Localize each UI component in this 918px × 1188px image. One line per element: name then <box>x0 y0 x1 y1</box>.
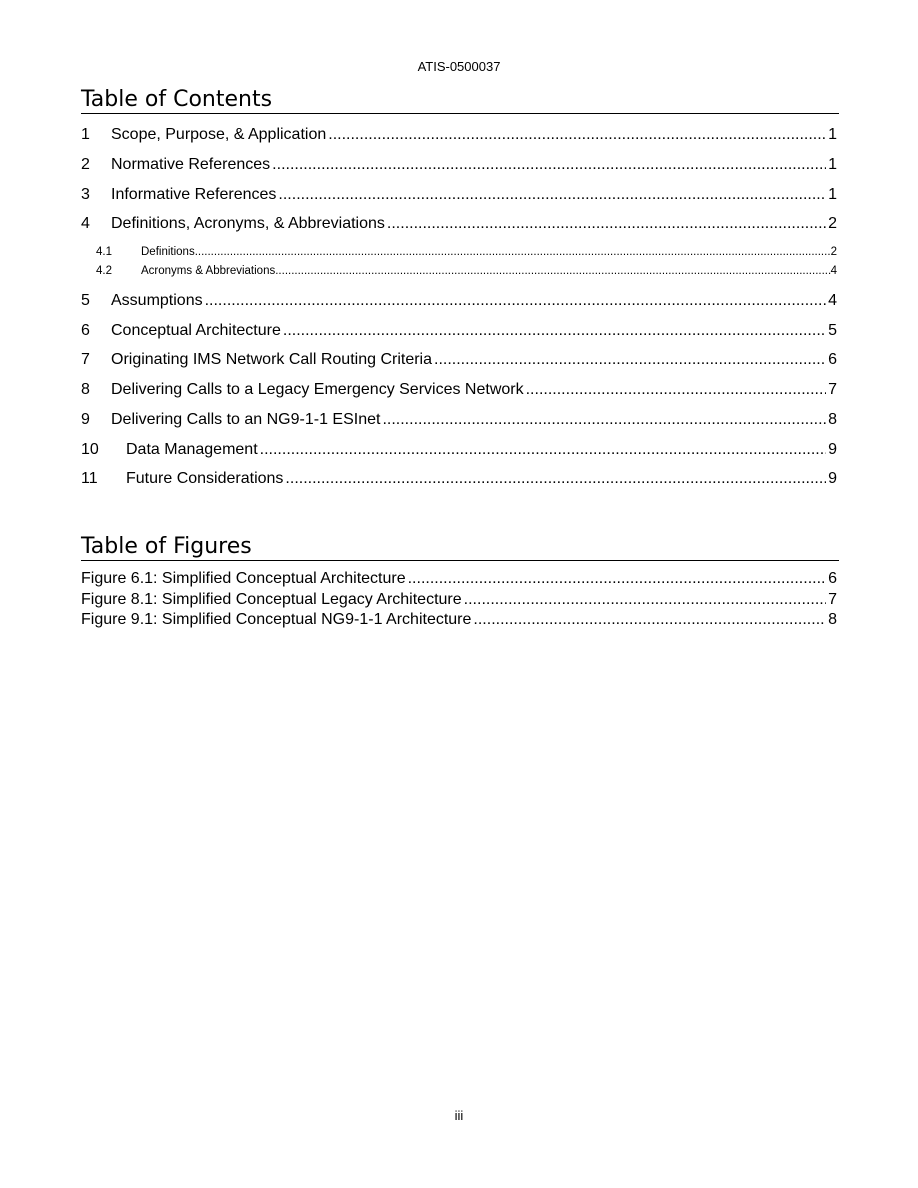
figure-entry[interactable] <box>81 569 837 589</box>
dot-leader <box>328 125 826 145</box>
toc-entry-title: Informative References <box>111 186 277 203</box>
toc-entry-number: 7 <box>81 351 90 368</box>
dot-leader <box>526 380 826 400</box>
toc-entry-number: 2 <box>81 156 90 173</box>
toc-entry-title: Definitions <box>141 246 195 258</box>
toc-subentry[interactable] <box>96 245 837 259</box>
toc-entry-page: 7 <box>828 381 837 398</box>
toc-entry-number: 3 <box>81 186 90 203</box>
toc-entry-number: 4.2 <box>96 265 112 277</box>
dot-leader <box>205 291 827 311</box>
toc-entry[interactable] <box>81 321 837 341</box>
tof-heading: Table of Figures <box>81 534 839 561</box>
toc-entry-number: 1 <box>81 126 90 143</box>
toc-entry-title: Delivering Calls to an NG9-1-1 ESInet <box>111 411 381 428</box>
toc-entry[interactable] <box>81 350 837 370</box>
toc-entry[interactable] <box>81 291 837 311</box>
toc-entry-number: 8 <box>81 381 90 398</box>
dot-leader <box>464 590 826 610</box>
figure-entry[interactable] <box>81 590 837 610</box>
dot-leader <box>473 610 826 630</box>
toc-entry[interactable] <box>81 469 837 489</box>
toc-entry-title: Scope, Purpose, & Application <box>111 126 327 143</box>
figure-entry-title: Figure 9.1: Simplified Conceptual NG9-1-1 Architecture <box>81 611 472 628</box>
toc-entry-page: 9 <box>828 470 837 487</box>
figure-entry[interactable] <box>81 610 837 630</box>
toc-entry-page: 2 <box>828 215 837 232</box>
toc-entry[interactable] <box>81 185 837 205</box>
toc-entry-number: 9 <box>81 411 90 428</box>
toc-entry-page: 4 <box>830 265 837 277</box>
page-number: iii <box>454 1108 464 1123</box>
figure-entry-page: 6 <box>828 570 837 587</box>
dot-leader <box>272 155 826 175</box>
toc-entry-title: Normative References <box>111 156 271 173</box>
toc-subentry[interactable] <box>96 264 837 278</box>
toc-entry[interactable] <box>81 410 837 430</box>
figure-entry-page: 8 <box>828 611 837 628</box>
dot-leader <box>434 350 826 370</box>
toc-entry-page: 9 <box>828 441 837 458</box>
toc-entry-page: 8 <box>828 411 837 428</box>
dot-leader <box>408 569 826 589</box>
dot-leader <box>278 185 826 205</box>
toc-entry-page: 2 <box>830 246 837 258</box>
toc-entry-page: 1 <box>828 126 837 143</box>
toc-entry-title: Assumptions <box>111 292 203 309</box>
toc-entry-page: 6 <box>828 351 837 368</box>
dot-leader <box>195 245 831 259</box>
toc-entry-number: 10 <box>81 441 99 458</box>
toc-entry-page: 4 <box>828 292 837 309</box>
toc-entry-number: 6 <box>81 322 90 339</box>
toc-entry[interactable] <box>81 380 837 400</box>
toc-entry-page: 1 <box>828 156 837 173</box>
toc-entry-number: 5 <box>81 292 90 309</box>
toc-entry-page: 1 <box>828 186 837 203</box>
figure-entry-page: 7 <box>828 591 837 608</box>
toc-entry-title: Conceptual Architecture <box>111 322 281 339</box>
toc-entry-title: Definitions, Acronyms, & Abbreviations <box>111 215 385 232</box>
toc-entry[interactable] <box>81 440 837 460</box>
figure-entry-title: Figure 6.1: Simplified Conceptual Architecture <box>81 570 406 587</box>
toc-entry-title: Acronyms & Abbreviations <box>141 265 276 277</box>
dot-leader <box>387 214 826 234</box>
dot-leader <box>283 321 826 341</box>
toc-entry[interactable] <box>81 214 837 234</box>
toc-heading: Table of Contents <box>81 87 839 114</box>
toc-entry[interactable] <box>81 125 837 145</box>
toc-entry-number: 4.1 <box>96 246 112 258</box>
toc-entry-page: 5 <box>828 322 837 339</box>
dot-leader <box>382 410 826 430</box>
toc-entry-title: Originating IMS Network Call Routing Criteria <box>111 351 432 368</box>
dot-leader <box>285 469 826 489</box>
toc-entry-title: Delivering Calls to a Legacy Emergency Services Network <box>111 381 524 398</box>
page-header: ATIS-0500037 <box>417 59 501 74</box>
toc-entry-title: Future Considerations <box>126 470 284 487</box>
toc-entry-number: 4 <box>81 215 90 232</box>
dot-leader <box>275 264 830 278</box>
dot-leader <box>260 440 826 460</box>
figure-entry-title: Figure 8.1: Simplified Conceptual Legacy Architecture <box>81 591 462 608</box>
toc-entry[interactable] <box>81 155 837 175</box>
toc-entry-number: 11 <box>81 470 98 487</box>
toc-entry-title: Data Management <box>126 441 258 458</box>
